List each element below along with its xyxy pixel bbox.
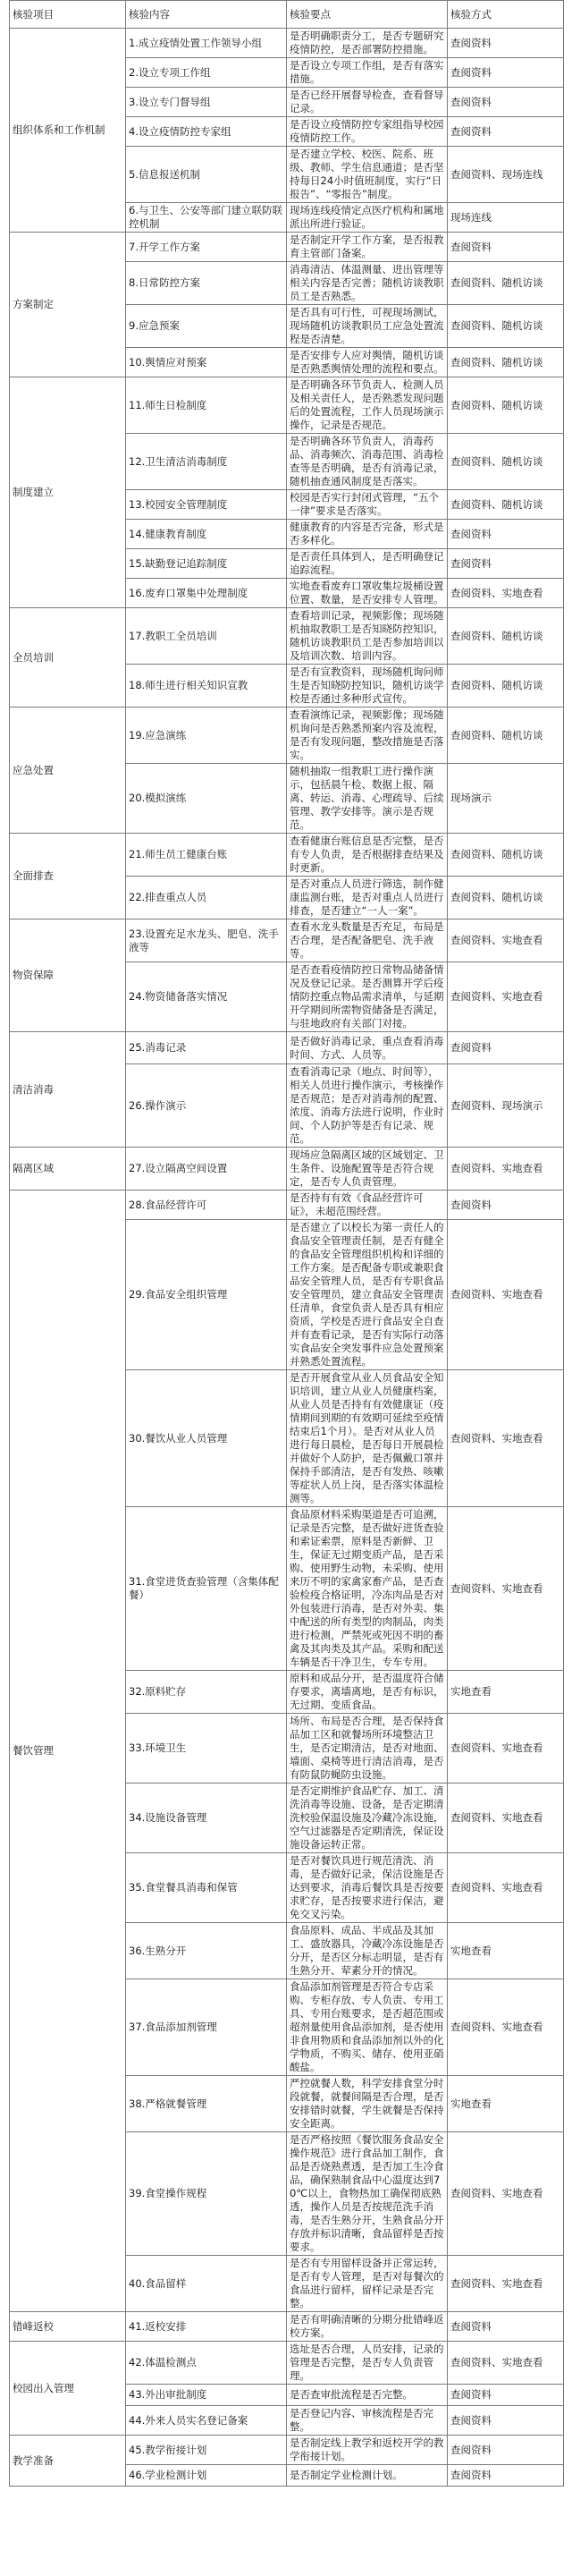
method-cell: 查阅资料、实地查看: [448, 2256, 564, 2312]
header-item: 核验项目: [10, 1, 126, 29]
header-content: 核验内容: [126, 1, 287, 29]
method-cell: 查阅资料、随机访谈: [448, 305, 564, 348]
points-cell: 是否建立学校、校医、院系、班级、教师、学生信息通道；是否坚持每日24小时值班制度，实行“日报告”、“零报告”制度。: [287, 147, 448, 203]
table-row: [10, 708, 564, 764]
content-cell: 44.外来人员实名登记备案: [126, 2406, 287, 2436]
points-cell: 是否责任具体到人，是否明确登记追踪流程。: [287, 549, 448, 579]
method-cell: 查阅资料、随机访谈: [448, 608, 564, 665]
content-cell: 40.食品留样: [126, 2256, 287, 2312]
method-cell: 查阅资料、随机访谈: [448, 262, 564, 305]
content-cell: 23.设置充足水龙头、肥皂、洗手液等: [126, 919, 287, 962]
points-cell: 是否设立专项工作组，是否有落实措施。: [287, 58, 448, 88]
content-cell: 37.食品添加剂管理: [126, 1979, 287, 2076]
header-method: 核验方式: [448, 1, 564, 29]
points-cell: 选址是否合理，人员安排，记录的管理是否完整，是否专人负责管理。: [287, 2342, 448, 2385]
content-cell: 31.食堂进货查验管理（含集体配餐）: [126, 1507, 287, 1671]
points-cell: 是否明确各环节负责人、检测人员及相关责任人，是否熟悉发现问题后的处置流程，工作人员现场演示操作，记录是否规范。: [287, 377, 448, 434]
method-cell: 查阅资料: [448, 233, 564, 262]
method-cell: 查阅资料: [448, 2385, 564, 2406]
points-cell: 是否查看疫情防控日常物品储备情况及登记记录。是否测算开学后疫情防控重点物品需求清单，与延期开学期间所需物资储备是否满足，与驻地政府有关部门对接。: [287, 962, 448, 1032]
content-cell: 39.食堂操作规程: [126, 2132, 287, 2256]
points-cell: 是否做好消毒记录，重点查看消毒时间、方式、人员等。: [287, 1032, 448, 1064]
points-cell: 是否制定学业检测计划。: [287, 2465, 448, 2487]
content-cell: 9.应急预案: [126, 305, 287, 348]
table-row: [10, 834, 564, 877]
points-cell: 随机抽取一组教职工进行操作演示，包括晨午检、数据上报、隔离、转运、消毒、心理疏导、后续管理、教学安排等。演示是否规范。: [287, 764, 448, 834]
content-cell: 10.舆情应对预案: [126, 348, 287, 377]
content-cell: 28.食品经营许可: [126, 1191, 287, 1220]
group-cell: 教学准备: [10, 2436, 126, 2487]
content-cell: 42.体温检测点: [126, 2342, 287, 2385]
points-cell: 查看水龙头数量是否充足，布局是否合理，是否配备肥皂、洗手液等。: [287, 919, 448, 962]
points-cell: 场所、布局是否合理，是否保持食品加工区和就餐场所环境整洁卫生，是否定期清洁，是否对地面、墙面、桌椅等进行清洁消毒，是否有防鼠防蝇防虫设施。: [287, 1714, 448, 1784]
points-cell: 是否已经开展督导检查，查看督导记录。: [287, 88, 448, 117]
content-cell: 22.排查重点人员: [126, 877, 287, 919]
points-cell: 是否严格按照《餐饮服务食品安全操作规范》进行食品加工制作，食品是否烧熟煮透，是否加工生冷食品，确保熟制食品中心温度达到70℃以上，食物热加工确保彻底熟透，操作人员是否按规范洗手消毒，是否生熟分开，生熟食品分开存放并标识清晰，食品留样是否按要求。: [287, 2132, 448, 2256]
method-cell: 查阅资料、随机访谈: [448, 877, 564, 919]
content-cell: 13.校园安全管理制度: [126, 490, 287, 520]
points-cell: 食品添加剂管理是否符合专店采购、专柜存放、专人负责、专用工具、专用台账要求，是否超范围或超剂量使用食品添加剂，是否使用非食用物质和食品添加剂以外的化学物质，不购买、储存、使用亚硝酸盐。: [287, 1979, 448, 2076]
method-cell: 查阅资料、实地查看: [448, 919, 564, 962]
content-cell: 26.操作演示: [126, 1064, 287, 1148]
content-cell: 19.应急演练: [126, 708, 287, 764]
points-cell: 是否明确各环节负责人，消毒药品、消毒频次、消毒范围、消毒检查等是否明确，是否有消毒记录，随机抽查通风制度是否落实。: [287, 434, 448, 490]
method-cell: 查阅资料、随机访谈: [448, 348, 564, 377]
method-cell: 查阅资料、实地查看: [448, 1507, 564, 1671]
group-cell: 错峰返校: [10, 2312, 126, 2342]
method-cell: 查阅资料: [448, 117, 564, 147]
method-cell: 实地查看: [448, 2076, 564, 2132]
content-cell: 36.生熟分开: [126, 1923, 287, 1979]
method-cell: 查阅资料、随机访谈: [448, 708, 564, 764]
content-cell: 5.信息报送机制: [126, 147, 287, 203]
group-cell: 应急处置: [10, 708, 126, 834]
points-cell: 是否开展食堂从业人员食品安全知识培训，建立从业人员健康档案，从业人员是否持有有效健康证（疫情期间到期的有效期可延续至疫情结束后1个月）。是否对从业人员进行每日晨检，是否每日开展晨检并做好个人防护，是否佩戴口罩并保持手部清洁，是否有发热、咳嗽等症状人员上岗，是否落实体温检测等。: [287, 1370, 448, 1507]
method-cell: 查阅资料、实地查看: [448, 1370, 564, 1507]
table-row: [10, 1148, 564, 1191]
method-cell: 现场演示: [448, 764, 564, 834]
table-row: [10, 1191, 564, 1220]
method-cell: 查阅资料: [448, 1032, 564, 1064]
method-cell: 查阅资料: [448, 58, 564, 88]
table-row: [10, 2436, 564, 2465]
method-cell: 实地查看: [448, 1671, 564, 1714]
points-cell: 是否有宣教资料，现场随机询问师生是否知晓防控知识，随机访谈学校是否通过多种形式宣传。: [287, 665, 448, 708]
points-cell: 原料和成品分开，是否温度符合储存要求，离墙离地，是否有标识，无过期、变质食品。: [287, 1671, 448, 1714]
content-cell: 17.教职工全员培训: [126, 608, 287, 665]
points-cell: 是否有专用留样设备并正常运转，是否有专人管理，是否对每餐次的食品进行留样，留样记录是否完整。: [287, 2256, 448, 2312]
content-cell: 30.餐饮从业人员管理: [126, 1370, 287, 1507]
method-cell: 查阅资料、实地查看: [448, 1220, 564, 1370]
method-cell: 查阅资料、现场连线: [448, 147, 564, 203]
method-cell: 查阅资料、实地查看: [448, 1784, 564, 1853]
method-cell: 查阅资料、实地查看: [448, 2132, 564, 2256]
content-cell: 29.食品安全组织管理: [126, 1220, 287, 1370]
header-points: 核验要点: [287, 1, 448, 29]
points-cell: 查看消毒记录（地点、时间等），相关人员进行操作演示，考核操作是否规范；是否对消毒剂的配置、浓度、消毒方法进行说明，作业时间、个人防护等是否有记录、规范。: [287, 1064, 448, 1148]
group-cell: 组织体系和工作机制: [10, 29, 126, 233]
method-cell: 实地查看: [448, 1923, 564, 1979]
content-cell: 41.返校安排: [126, 2312, 287, 2342]
method-cell: 查阅资料、随机访谈: [448, 665, 564, 708]
content-cell: 4.设立疫情防控专家组: [126, 117, 287, 147]
method-cell: 查阅资料、实地查看: [448, 579, 564, 608]
table-row: [10, 377, 564, 434]
method-cell: 查阅资料、随机访谈: [448, 434, 564, 490]
content-cell: 34.设施设备管理: [126, 1784, 287, 1853]
method-cell: 查阅资料: [448, 2465, 564, 2487]
group-cell: 隔离区域: [10, 1148, 126, 1191]
content-cell: 27.设立隔离空间设置: [126, 1148, 287, 1191]
method-cell: 查阅资料: [448, 520, 564, 549]
points-cell: 是否制定线上教学和返校开学的教学衔接计划。: [287, 2436, 448, 2465]
method-cell: 查阅资料、实地查看: [448, 962, 564, 1032]
method-cell: 查阅资料: [448, 2312, 564, 2342]
points-cell: 查看培训记录，视频影像；现场随机抽取教职工是否知晓防控知识，随机访谈教职员工是否参加培训以及培训次数、培训内容。: [287, 608, 448, 665]
points-cell: 食品原材料采购渠道是否可追溯，记录是否完整，是否做好进货查验和索证索票，原料是否新鲜、卫生，保证无过期变质产品，是否采购、使用野生动物，未采购、使用来历不明的家禽家畜产品，是否查验检疫合格证明，冷冻肉品是否对外包装进行消毒，是否对外卖、集中配送的所有类型的肉制品，肉类进行检测，严禁死或死因不明的畜禽及其肉类及其产品。采购和配送车辆是否干净卫生，专车专用。: [287, 1507, 448, 1671]
points-cell: 是否持有有效《食品经营许可证》，未超范围经营。: [287, 1191, 448, 1220]
points-cell: 是否定期维护食品贮存、加工、清洗消毒等设施、设备，是否定期清洗校验保温设施及冷藏冷冻设施，空气过滤器是否定期清洗，保证设施设备运转正常。: [287, 1784, 448, 1853]
content-cell: 33.环境卫生: [126, 1714, 287, 1784]
points-cell: 健康教育的内容是否完备，形式是否多样化。: [287, 520, 448, 549]
content-cell: 15.缺勤登记追踪制度: [126, 549, 287, 579]
points-cell: 消毒清洁、体温测量、进出管理等相关内容是否完善；随机访谈教职员工是否熟悉。: [287, 262, 448, 305]
content-cell: 8.日常防控方案: [126, 262, 287, 305]
method-cell: 查阅资料、实地查看: [448, 1714, 564, 1784]
points-cell: 是否设立疫情防控专家组指导校园疫情防控工作。: [287, 117, 448, 147]
content-cell: 16.废弃口罩集中处理制度: [126, 579, 287, 608]
content-cell: 18.师生进行相关知识宣教: [126, 665, 287, 708]
content-cell: 38.严格就餐管理: [126, 2076, 287, 2132]
content-cell: 46.学业检测计划: [126, 2465, 287, 2487]
method-cell: 查阅资料、实地查看: [448, 2342, 564, 2385]
content-cell: 32.原料贮存: [126, 1671, 287, 1714]
method-cell: 查阅资料: [448, 29, 564, 58]
verification-table: [9, 0, 564, 2487]
group-cell: 餐饮管理: [10, 1191, 126, 2312]
method-cell: 查阅资料: [448, 2406, 564, 2436]
table-row: [10, 1032, 564, 1064]
points-cell: 实地查看废弃口罩收集垃圾桶设置位置、数量，是否安排专人管理。: [287, 579, 448, 608]
table-row: [10, 233, 564, 262]
points-cell: 是否建立了以校长为第一责任人的食品安全管理责任制，是否有健全的食品安全管理组织机构和详细的工作方案。是否配备专职或兼职食品安全管理人员，是否有专职食品安全管理员，建立食品安全管理责任清单，食堂负责人是否具有相应资质，学校是否进行食品安全自查并有查看记录，是否有实际行动落实食品安全突发事件应急处置预案并熟悉处置流程。: [287, 1220, 448, 1370]
points-cell: 校园是否实行封闭式管理，“五个一律”要求是否落实。: [287, 490, 448, 520]
content-cell: 12.卫生清洁消毒制度: [126, 434, 287, 490]
content-cell: 45.教学衔接计划: [126, 2436, 287, 2465]
group-cell: 方案制定: [10, 233, 126, 377]
group-cell: 全面排查: [10, 834, 126, 919]
group-cell: 全员培训: [10, 608, 126, 708]
points-cell: 严控就餐人数，科学安排食堂分时段就餐，就餐间隔是否合理，是否安排错时就餐，学生就餐是否保持安全距离。: [287, 2076, 448, 2132]
group-cell: 清洁消毒: [10, 1032, 126, 1148]
method-cell: 查阅资料: [448, 2436, 564, 2465]
content-cell: 2.设立专项工作组: [126, 58, 287, 88]
group-cell: 制度建立: [10, 377, 126, 608]
content-cell: 43.外出审批制度: [126, 2385, 287, 2406]
group-cell: 校园出入管理: [10, 2342, 126, 2436]
content-cell: 7.开学工作方案: [126, 233, 287, 262]
points-cell: 是否具有可行性，可视现场测试，现场随机访谈教职员工应急处置流程是否清楚。: [287, 305, 448, 348]
points-cell: 食品原料、成品、半成品及其加工、盛放器具，冷藏冷冻设施是否分开，是否区分标志明显，是否有生熟分开、荤素分开的情况。: [287, 1923, 448, 1979]
points-cell: 现场应急隔离区域的区域划定、卫生条件、设施配置等是否符合规定，是否专人负责管理。: [287, 1148, 448, 1191]
content-cell: 11.师生日检制度: [126, 377, 287, 434]
method-cell: 查阅资料: [448, 549, 564, 579]
method-cell: 查阅资料、随机访谈: [448, 834, 564, 877]
points-cell: 是否安排专人应对舆情，随机访谈是否熟悉舆情处理的流程和要点。: [287, 348, 448, 377]
points-cell: 是否制定开学工作方案，是否报教育主管部门备案。: [287, 233, 448, 262]
method-cell: 现场连线: [448, 203, 564, 233]
table-row: [10, 2342, 564, 2385]
points-cell: 现场连线疫情定点医疗机构和属地派出所进行验证。: [287, 203, 448, 233]
content-cell: 14.健康教育制度: [126, 520, 287, 549]
group-cell: 物资保障: [10, 919, 126, 1032]
content-cell: 25.消毒记录: [126, 1032, 287, 1064]
method-cell: 查阅资料: [448, 1191, 564, 1220]
table-header: [10, 1, 564, 29]
content-cell: 20.模拟演练: [126, 764, 287, 834]
table-row: [10, 608, 564, 665]
method-cell: 查阅资料、实地查看: [448, 1148, 564, 1191]
content-cell: 35.食堂餐具消毒和保管: [126, 1853, 287, 1923]
points-cell: 查看健康台账信息是否完整，是否有专人负责，是否根据排查结果及时更新。: [287, 834, 448, 877]
points-cell: 查看演练记录，视频影像；现场随机询问是否熟悉预案内容及流程，是否有发现问题，整改措施是否落实。: [287, 708, 448, 764]
points-cell: 是否有明确清晰的分期分批错峰返校方案。: [287, 2312, 448, 2342]
table-row: [10, 919, 564, 962]
content-cell: 21.师生员工健康台账: [126, 834, 287, 877]
table-row: [10, 2312, 564, 2342]
points-cell: 是否明确职责分工，是否专题研究疫情防控，是否部署防控措施。: [287, 29, 448, 58]
method-cell: 查阅资料、现场演示: [448, 1064, 564, 1148]
method-cell: 查阅资料、实地查看: [448, 1853, 564, 1923]
table-row: [10, 29, 564, 58]
method-cell: 查阅资料: [448, 88, 564, 117]
points-cell: 是否登记内容、审核流程是否完整。: [287, 2406, 448, 2436]
header-row: [10, 1, 564, 29]
points-cell: 是否对重点人员进行筛选，制作健康监测台账，是否对重点人员进行排查，是否建立“一人一案”。: [287, 877, 448, 919]
method-cell: 查阅资料、随机访谈: [448, 490, 564, 520]
points-cell: 是否对餐饮具进行规范清洗、消毒，是否做好记录，保洁设施是否达到要求，消毒后餐饮具是否按要求贮存，是否按要求进行保洁，避免交叉污染。: [287, 1853, 448, 1923]
table-body: [10, 29, 564, 2487]
method-cell: 查阅资料、随机访谈: [448, 377, 564, 434]
content-cell: 1.成立疫情处置工作领导小组: [126, 29, 287, 58]
content-cell: 6.与卫生、公安等部门建立联防联控机制: [126, 203, 287, 233]
content-cell: 24.物资储备落实情况: [126, 962, 287, 1032]
method-cell: 查阅资料、实地查看: [448, 1979, 564, 2076]
content-cell: 3.设立专门督导组: [126, 88, 287, 117]
points-cell: 是否查审批流程是否完整。: [287, 2385, 448, 2406]
